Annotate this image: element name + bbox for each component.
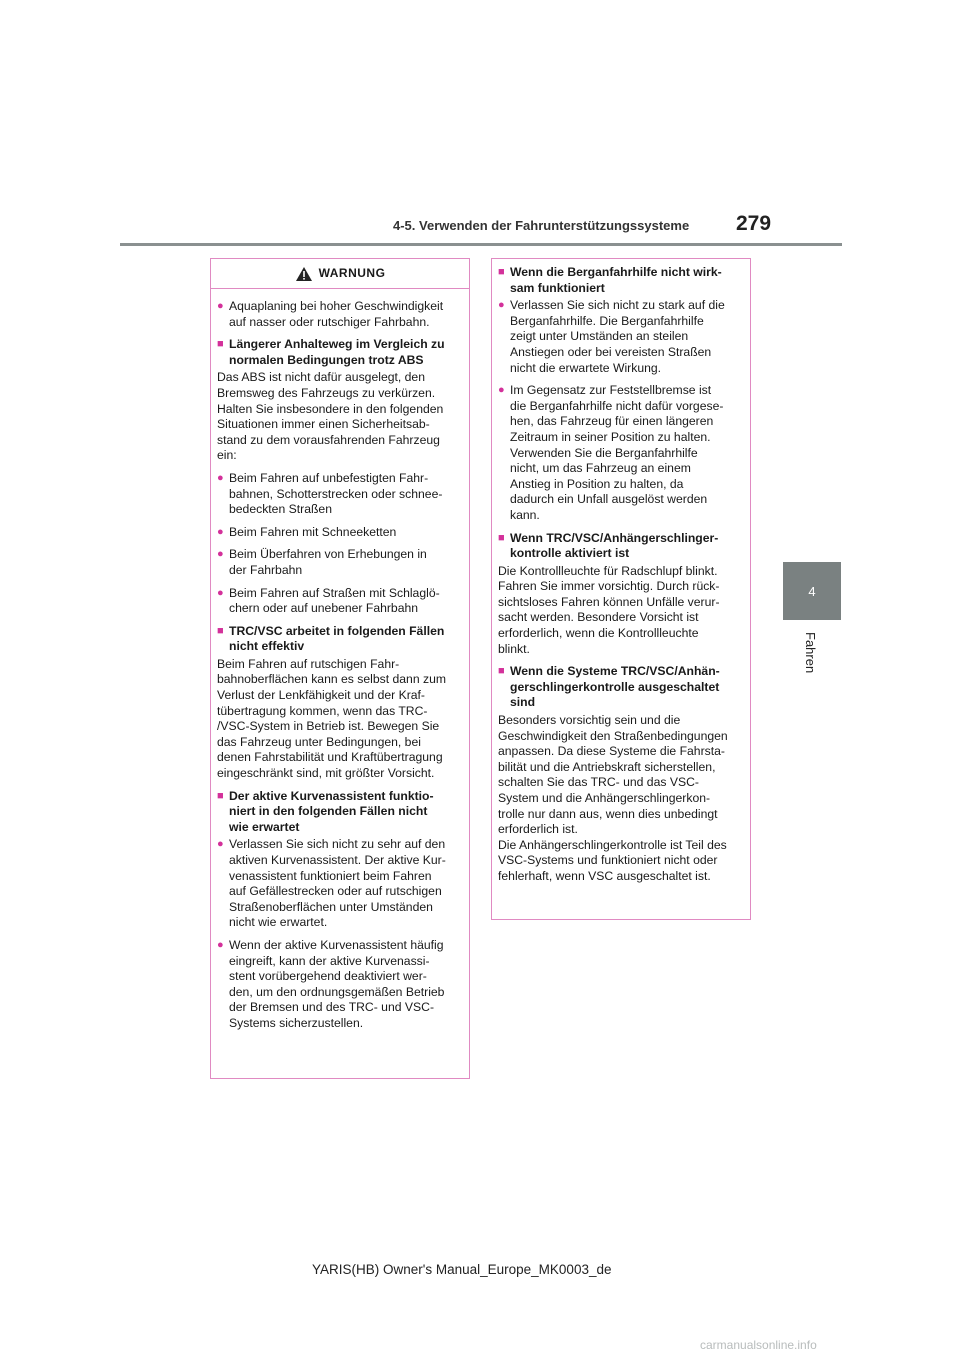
list-item-text: Beim Überfahren von Erhebungen in der Fahrbahn xyxy=(229,547,427,577)
list-item xyxy=(498,383,744,523)
chapter-label: Fahren xyxy=(803,632,818,674)
subheading-text: Der aktive Kurvenassistent funktio- niert in den folgenden Fällen nicht wie erwartet xyxy=(229,788,434,834)
warning-header xyxy=(211,259,469,289)
paragraph: Beim Fahren auf rutschigen Fahr- bahnoberflächen kann es selbst dann zum Verlust der Lenkfähigkeit und der Kraf- tübertragung kommen, wenn das TRC- /VSC-System in Betrieb ist. Bewegen Sie das Fahrzeug unter Bedingungen, bei denen Fahrstabilität und Kraftübertragung eingeschränkt sind, mit größter Vorsicht. xyxy=(217,656,447,781)
warning-title: WARNUNG xyxy=(318,265,386,280)
paragraph: Besonders vorsichtig sein und die Geschwindigkeit den Straßenbedingungen anpassen. Da diese Systeme die Fahrsta- bilität und die Antriebskraft sicherstellen, schalten Sie das TRC- und das VSC- System und die Anhängerschlingerkon- trolle nur dann aus, wenn dies unbedingt erforderlich ist. Die Anhängerschlingerkontrolle ist Teil des VSC-Systems und funktioniert nicht oder fehlerhaft, wenn VSC ausgeschaltet ist. xyxy=(498,713,728,883)
watermark: carmanualsonline.info xyxy=(700,1338,817,1352)
list-item-text: Aquaplaning bei hoher Geschwindigkeit auf nasser oder rutschiger Fahrbahn. xyxy=(229,299,444,329)
paragraph: Das ABS ist nicht dafür ausgelegt, den Bremsweg des Fahrzeugs zu verkürzen. Halten Sie insbesondere in den folgenden Situationen immer einen Sicherheitsab- stand zu dem vorausfahrenden Fahrzeug ein: xyxy=(217,370,444,463)
heading-marker: ■ xyxy=(498,266,505,278)
subheading xyxy=(498,664,744,711)
subheading xyxy=(217,789,463,836)
section-title: 4-5. Verwenden der Fahrunterstützungssysteme xyxy=(393,218,690,233)
subheading xyxy=(217,337,463,368)
chapter-number: 4 xyxy=(808,583,816,599)
list-item-text: Verlassen Sie sich nicht zu stark auf die Berganfahrhilfe. Die Berganfahrhilfe zeigt unter Umständen an steilen Anstiegen oder bei vereisten Straßen nicht die erwartete Wirkung. xyxy=(510,298,725,375)
bullet-marker: ● xyxy=(498,299,505,312)
list-item xyxy=(217,547,463,578)
heading-marker: ■ xyxy=(217,338,224,351)
list-item-text: Verlassen Sie sich nicht zu sehr auf den aktiven Kurvenassistent. Der aktive Kur- venassistent funktioniert beim Fahren auf Gefällestrecken oder auf rutschigen Straßenoberflächen unter Umständen nicht wie erwartet. xyxy=(229,837,446,930)
heading-marker: ■ xyxy=(217,789,224,802)
list-item xyxy=(217,837,463,931)
heading-marker: ■ xyxy=(498,665,505,678)
subheading xyxy=(217,624,463,655)
list-item xyxy=(217,586,463,617)
bullet-marker: ● xyxy=(217,300,224,312)
bullet-marker: ● xyxy=(217,938,224,951)
subheading-text: TRC/VSC arbeitet in folgenden Fällen nicht effektiv xyxy=(229,623,445,654)
list-item-text: Beim Fahren mit Schneeketten xyxy=(229,524,397,539)
bullet-marker: ● xyxy=(217,548,224,561)
list-item xyxy=(217,299,463,330)
subheading xyxy=(498,265,744,296)
list-item-text: Im Gegensatz zur Feststellbremse ist die Berganfahrhilfe nicht dafür vorgese- hen, das Fahrzeug für einen längeren Zeitraum in seiner Position zu halten. Verwenden Sie die Berganfahrhilfe nicht, um das Fahrzeug an einem Anstieg in Position zu halten, da dadurch ein Unfall ausgelöst werden kann. xyxy=(510,383,724,522)
warning-triangle-icon xyxy=(295,266,313,282)
bullet-marker: ● xyxy=(217,525,224,538)
paragraph: Die Kontrollleuchte für Radschlupf blinkt. Fahren Sie immer vorsichtig. Durch rück- sichtsloses Fahren können Unfälle verur- sacht werden. Besondere Vorsicht ist erforderlich, wenn die Kontrollleuchte blinkt. xyxy=(498,563,720,656)
heading-marker: ■ xyxy=(217,624,224,637)
list-item xyxy=(217,471,463,518)
chapter-tab[interactable] xyxy=(783,562,841,620)
list-item xyxy=(498,298,744,376)
list-item-text: Beim Fahren auf unbefestigten Fahr- bahnen, Schotterstrecken oder schnee- bedeckten Straßen xyxy=(229,470,443,517)
list-item xyxy=(217,938,463,1032)
subheading-text: Wenn die Systeme TRC/VSC/Anhän- gerschlingerkontrolle ausgeschaltet sind xyxy=(510,664,720,710)
heading-marker: ■ xyxy=(498,531,505,544)
bullet-marker: ● xyxy=(498,384,505,397)
subheading-text: Wenn TRC/VSC/Anhängerschlinger- kontrolle aktiviert ist xyxy=(510,530,719,561)
header-divider xyxy=(120,243,842,246)
bullet-marker: ● xyxy=(217,586,224,599)
subheading-text: Längerer Anhalteweg im Vergleich zu normalen Bedingungen trotz ABS xyxy=(229,337,445,367)
list-item xyxy=(217,525,463,541)
list-item-text: Beim Fahren auf Straßen mit Schlaglö- chern oder auf unebener Fahrbahn xyxy=(229,585,440,616)
bullet-marker: ● xyxy=(217,471,224,484)
subheading-text: Wenn die Berganfahrhilfe nicht wirk- sam funktioniert xyxy=(510,265,722,295)
bullet-marker: ● xyxy=(217,838,224,851)
manual-id: YARIS(HB) Owner's Manual_Europe_MK0003_de xyxy=(312,1262,612,1277)
list-item-text: Wenn der aktive Kurvenassistent häufig eingreift, kann der aktive Kurvenassi- stent vorübergehend deaktiviert wer- den, um den ordnungsgemäßen Betrieb der Bremsen und des TRC- und VSC- Systems sicherzustellen. xyxy=(229,937,445,1030)
subheading xyxy=(498,531,744,562)
page-number: 279 xyxy=(736,212,772,235)
warning-box-continued xyxy=(491,258,751,920)
warning-box xyxy=(210,258,470,1079)
